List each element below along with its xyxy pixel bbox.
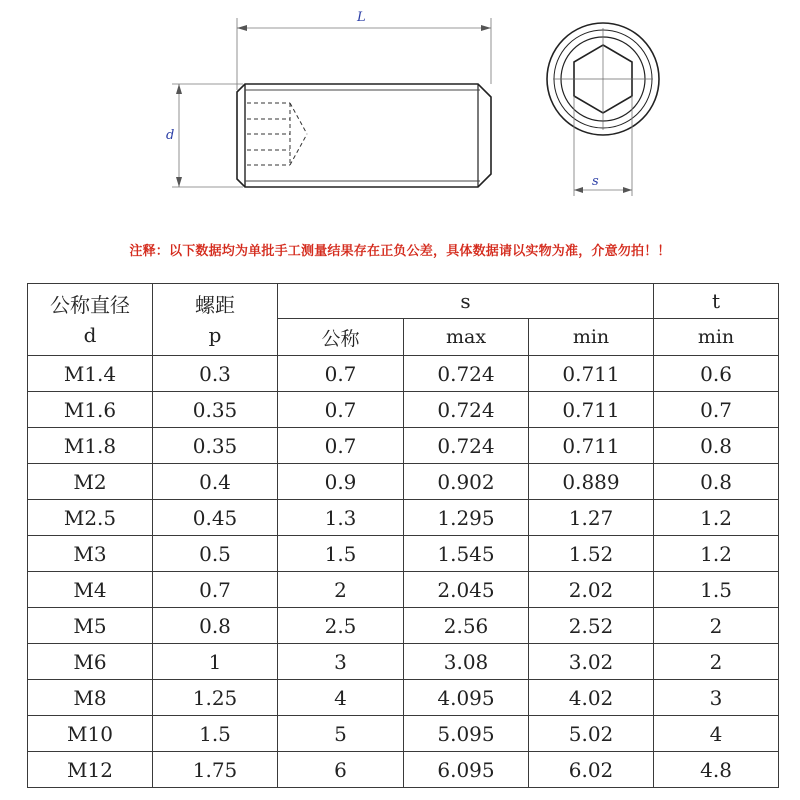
table-cell: M1.4 [28, 356, 153, 392]
header-pitch-label: 螺距 [195, 293, 235, 317]
table-cell: 1.25 [153, 680, 278, 716]
table-cell: 1.5 [654, 572, 779, 608]
header-t-min: min [654, 319, 779, 356]
header-t: t [654, 284, 779, 319]
table-cell: 2 [278, 572, 404, 608]
table-cell: 0.5 [153, 536, 278, 572]
table-row [28, 464, 779, 500]
table-row [28, 536, 779, 572]
end-view [547, 23, 659, 196]
table-cell: 2.52 [529, 608, 654, 644]
table-cell: M4 [28, 572, 153, 608]
table-cell: 4.02 [529, 680, 654, 716]
table-cell: 0.7 [278, 428, 404, 464]
table-row [28, 608, 779, 644]
table-cell: 0.711 [529, 356, 654, 392]
spec-table [27, 283, 779, 788]
table-cell: 4.8 [654, 752, 779, 788]
table-cell: 3 [278, 644, 404, 680]
table-cell: 2 [654, 644, 779, 680]
table-cell: M12 [28, 752, 153, 788]
header-pitch-symbol: p [208, 323, 222, 347]
table-cell: 1.27 [529, 500, 654, 536]
table-cell: M2.5 [28, 500, 153, 536]
table-cell: 0.889 [529, 464, 654, 500]
table-cell: 1.3 [278, 500, 404, 536]
table-cell: 6 [278, 752, 404, 788]
table-cell: 6.095 [404, 752, 529, 788]
table-cell: 0.724 [404, 392, 529, 428]
set-screw-drawing [0, 0, 800, 228]
length-label: L [357, 10, 366, 25]
header-s-nominal: 公称 [278, 319, 404, 356]
header-nominal-diameter-label: 公称直径 [50, 293, 130, 317]
header-nominal-diameter [28, 284, 153, 356]
table-cell: 0.8 [654, 464, 779, 500]
table-cell: M10 [28, 716, 153, 752]
header-s-min: min [529, 319, 654, 356]
table-cell: 1.2 [654, 536, 779, 572]
table-cell: 0.4 [153, 464, 278, 500]
table-cell: 1.545 [404, 536, 529, 572]
table-cell: 0.35 [153, 428, 278, 464]
table-cell: M2 [28, 464, 153, 500]
diameter-label: d [166, 128, 175, 143]
table-cell: 1.52 [529, 536, 654, 572]
table-row [28, 680, 779, 716]
table-cell: 0.35 [153, 392, 278, 428]
spec-table-body [28, 356, 779, 788]
table-cell: 1.295 [404, 500, 529, 536]
table-cell: 0.711 [529, 392, 654, 428]
table-cell: 0.724 [404, 356, 529, 392]
table-row [28, 500, 779, 536]
table-cell: 0.9 [278, 464, 404, 500]
table-cell: M1.8 [28, 428, 153, 464]
table-row [28, 392, 779, 428]
table-cell: 0.8 [654, 428, 779, 464]
table-row [28, 716, 779, 752]
table-cell: 1.5 [153, 716, 278, 752]
table-cell: 1.75 [153, 752, 278, 788]
table-cell: 2.045 [404, 572, 529, 608]
table-cell: 4 [278, 680, 404, 716]
table-cell: 0.7 [153, 572, 278, 608]
header-s-max: max [404, 319, 529, 356]
table-cell: 6.02 [529, 752, 654, 788]
table-cell: M8 [28, 680, 153, 716]
table-cell: 0.7 [278, 356, 404, 392]
table-cell: 0.711 [529, 428, 654, 464]
hex-size-label: s [592, 174, 599, 189]
table-cell: M3 [28, 536, 153, 572]
table-cell: 5.02 [529, 716, 654, 752]
table-cell: 0.8 [153, 608, 278, 644]
table-cell: 4.095 [404, 680, 529, 716]
header-s: s [278, 284, 654, 319]
header-pitch [153, 284, 278, 356]
table-row [28, 752, 779, 788]
table-cell: 2.02 [529, 572, 654, 608]
table-cell: 3.02 [529, 644, 654, 680]
table-cell: 0.902 [404, 464, 529, 500]
table-row [28, 428, 779, 464]
table-cell: 1.5 [278, 536, 404, 572]
table-cell: 0.7 [654, 392, 779, 428]
table-cell: 5 [278, 716, 404, 752]
table-cell: 5.095 [404, 716, 529, 752]
header-nominal-diameter-symbol: d [83, 323, 97, 347]
table-cell: 0.7 [278, 392, 404, 428]
table-cell: 1.2 [654, 500, 779, 536]
measurement-note: 注释：以下数据均为单批手工测量结果存在正负公差，具体数据请以实物为准，介意勿拍！！ [129, 244, 671, 259]
table-cell: 2.56 [404, 608, 529, 644]
table-row [28, 572, 779, 608]
table-cell: 0.45 [153, 500, 278, 536]
table-cell: 3 [654, 680, 779, 716]
table-cell: 4 [654, 716, 779, 752]
table-cell: 3.08 [404, 644, 529, 680]
table-cell: 0.6 [654, 356, 779, 392]
side-view [172, 18, 491, 187]
table-row [28, 356, 779, 392]
table-cell: 1 [153, 644, 278, 680]
table-cell: M1.6 [28, 392, 153, 428]
table-cell: 0.3 [153, 356, 278, 392]
table-row [28, 644, 779, 680]
table-cell: 2.5 [278, 608, 404, 644]
table-cell: M5 [28, 608, 153, 644]
table-cell: 0.724 [404, 428, 529, 464]
table-cell: 2 [654, 608, 779, 644]
table-cell: M6 [28, 644, 153, 680]
